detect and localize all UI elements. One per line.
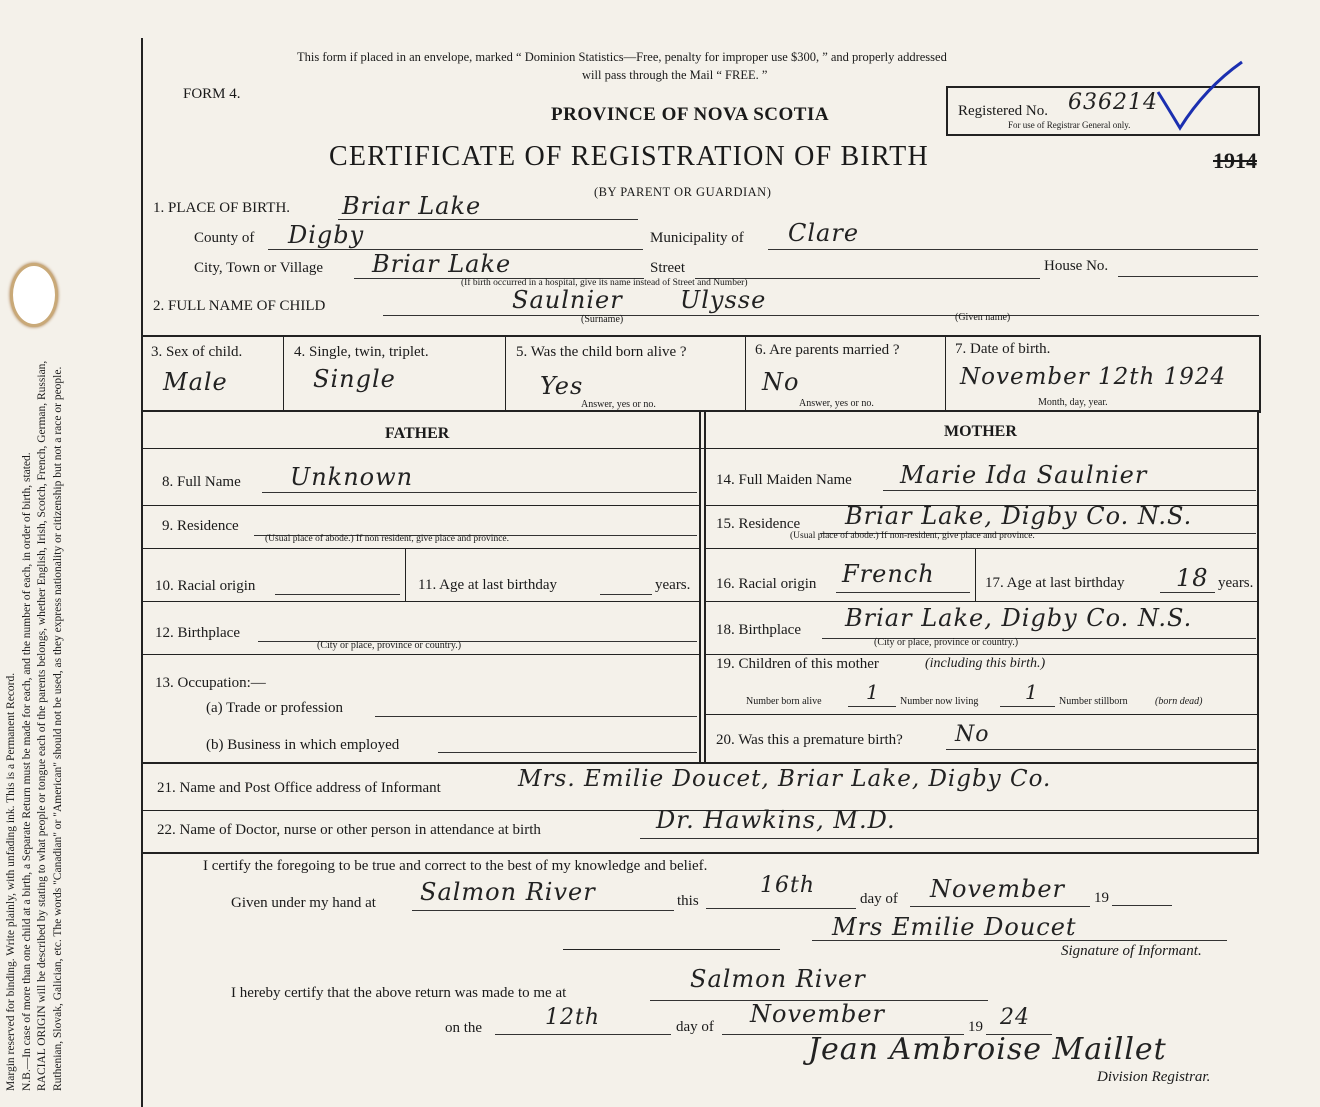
multiple-value: Single	[313, 365, 396, 393]
registrar-signature: Jean Ambroise Maillet	[808, 1032, 1167, 1067]
stillborn-note: (born dead)	[1155, 696, 1203, 707]
given-under-label: Given under my hand at	[231, 895, 376, 911]
doctor-value: Dr. Hawkins, M.D.	[656, 806, 896, 834]
given-year-prefix: 19	[1094, 890, 1109, 906]
father-name-value: Unknown	[290, 463, 414, 491]
doctor-line	[640, 838, 1257, 839]
mother-years: years.	[1218, 575, 1254, 591]
dob-caption: Month, day, year.	[1038, 397, 1108, 408]
street-label: Street	[650, 260, 685, 276]
sex-label: 3. Sex of child.	[151, 344, 243, 360]
mother-residence-caption: (Usual place of abode.) If non-resident, give place and province.	[790, 531, 1035, 541]
parents-divider-left	[699, 412, 701, 762]
mother-name-line	[883, 490, 1256, 491]
reg-day-line	[495, 1034, 671, 1035]
mother-residence-value: Briar Lake, Digby Co. N.S.	[845, 502, 1193, 530]
business-line	[438, 752, 697, 753]
registered-value: 636214	[1068, 90, 1158, 115]
house-line	[1118, 276, 1258, 277]
stillborn-label: Number stillborn	[1059, 696, 1128, 707]
mother-birthplace-value: Briar Lake, Digby Co. N.S.	[845, 604, 1193, 632]
father-age-label: 11. Age at last birthday	[418, 577, 557, 593]
father-heading: FATHER	[385, 425, 450, 442]
father-racial-label: 10. Racial origin	[155, 578, 256, 594]
premature-line	[946, 749, 1256, 750]
right-frame-parents	[1257, 412, 1259, 762]
father-years: years.	[655, 577, 691, 593]
margin-note-1: Margin reserved for binding. Write plainly, with unfading ink. This is a Permanent Record.	[5, 672, 17, 1091]
rule-m2	[706, 548, 1259, 549]
registrar-statement: I hereby certify that the above return was made to me at	[231, 985, 567, 1001]
father-racial-line	[275, 594, 400, 595]
given-month-value: November	[930, 875, 1066, 903]
father-age-line	[600, 594, 652, 595]
mother-racial-value: French	[842, 560, 935, 588]
municipality-value: Clare	[788, 219, 860, 247]
province-heading: PROVINCE OF NOVA SCOTIA	[551, 104, 830, 125]
mother-age-divider	[975, 548, 976, 601]
right-frame-facts	[1259, 335, 1261, 413]
alive-label: 5. Was the child born alive ?	[516, 344, 687, 360]
living-label: Number now living	[900, 696, 979, 707]
parents-divider-right	[704, 412, 706, 762]
margin-note-4: Ruthenian, Slovak, Galician, etc. The words "Canadian" or "American" should not be used, as they express nationality or citizenship but not a race or people.	[51, 366, 64, 1091]
child-surname: Saulnier	[512, 286, 623, 314]
facts-divider-4	[945, 337, 946, 410]
father-name-line	[262, 492, 697, 493]
municipality-line	[768, 249, 1258, 250]
child-given-name: Ulysse	[680, 286, 767, 314]
margin-notes	[0, 0, 140, 1107]
envelope-note-1: This form if placed in an envelope, marked “ Dominion Statistics—Free, penalty for improper use $300, ” and properly addressed	[297, 50, 947, 64]
mother-racial-line	[836, 592, 970, 593]
married-label: 6. Are parents married ?	[755, 342, 900, 358]
trade-line	[375, 716, 697, 717]
city-value: Briar Lake	[372, 250, 512, 278]
child-name-line	[383, 315, 1259, 316]
given-place-value: Salmon River	[420, 878, 596, 906]
given-day-line	[706, 908, 856, 909]
business-label: (b) Business in which employed	[206, 737, 400, 753]
living-line	[1000, 706, 1055, 707]
father-birthplace-label: 12. Birthplace	[155, 625, 240, 641]
married-value: No	[762, 368, 800, 396]
hospital-note: (If birth occurred in a hospital, give its name instead of Street and Number)	[461, 278, 748, 288]
page-subtitle: (BY PARENT OR GUARDIAN)	[594, 185, 772, 199]
rule-after-name	[143, 335, 1260, 337]
father-age-divider	[405, 548, 406, 601]
father-residence-label: 9. Residence	[162, 518, 239, 534]
children-note: (including this birth.)	[925, 656, 1046, 671]
married-caption: Answer, yes or no.	[799, 398, 874, 409]
place-value: Briar Lake	[342, 192, 482, 220]
reg-day-of-label: day of	[676, 1019, 714, 1035]
dob-value: November 12th 1924	[960, 364, 1227, 390]
facts-divider-1	[283, 337, 284, 410]
father-birthplace-caption: (City or place, province or country.)	[317, 640, 462, 651]
alive-caption: Answer, yes or no.	[581, 399, 656, 410]
informant-signature: Mrs Emilie Doucet	[832, 913, 1077, 941]
reg-day-value: 12th	[545, 1005, 601, 1030]
living-value: 1	[1025, 680, 1039, 704]
born-alive-value: 1	[866, 680, 880, 704]
mother-heading: MOTHER	[944, 423, 1017, 440]
checkmark-icon	[1150, 58, 1250, 133]
reg-month-value: November	[750, 1000, 886, 1028]
given-year-line	[1112, 905, 1172, 906]
reg-year-suffix: 24	[1000, 1005, 1030, 1030]
surname-caption: (Surname)	[581, 314, 624, 325]
rule-f4	[143, 654, 699, 655]
mother-residence-label: 15. Residence	[716, 516, 801, 532]
rule-f3	[143, 601, 699, 602]
facts-divider-3	[745, 337, 746, 410]
informant-label: 21. Name and Post Office address of Informant	[157, 780, 441, 796]
registrar-place-value: Salmon River	[690, 965, 866, 993]
mother-age-value: 18	[1176, 564, 1209, 592]
right-frame-informant	[1257, 762, 1259, 852]
dob-label: 7. Date of birth.	[955, 341, 1051, 357]
reg-year-prefix: 19	[968, 1019, 983, 1035]
registrar-use-note: For use of Registrar General only.	[1008, 120, 1131, 130]
this-label: this	[677, 893, 699, 909]
municipality-label: Municipality of	[650, 230, 744, 246]
occupation-label: 13. Occupation:—	[155, 675, 266, 691]
children-label: 19. Children of this mother	[716, 656, 879, 672]
premature-value: No	[955, 722, 990, 747]
multiple-label: 4. Single, twin, triplet.	[294, 344, 429, 360]
alive-value: Yes	[540, 372, 584, 400]
sex-value: Male	[163, 368, 228, 396]
rule-heading	[143, 448, 1259, 449]
registrar-caption: Division Registrar.	[1097, 1069, 1211, 1085]
born-alive-line	[848, 706, 896, 707]
facts-divider-2	[505, 337, 506, 410]
given-name-caption: (Given name)	[955, 312, 1011, 323]
envelope-note-2: will pass through the Mail “ FREE. ”	[582, 68, 768, 82]
county-value: Digby	[288, 221, 365, 249]
rule-f1	[143, 505, 699, 506]
separator-rule	[563, 949, 780, 950]
rule-m3	[706, 601, 1259, 602]
mother-birthplace-caption: (City or place, province or country.)	[874, 637, 1019, 648]
mother-racial-label: 16. Racial origin	[716, 576, 817, 592]
father-name-label: 8. Full Name	[162, 474, 241, 490]
form-number: FORM 4.	[183, 86, 241, 102]
doctor-label: 22. Name of Doctor, nurse or other person in attendance at birth	[157, 822, 541, 838]
mother-name-label: 14. Full Maiden Name	[716, 472, 852, 488]
on-the-label: on the	[445, 1020, 483, 1036]
given-day-value: 16th	[760, 873, 816, 898]
informant-value: Mrs. Emilie Doucet, Briar Lake, Digby Co.	[518, 766, 1052, 792]
certify-statement: I certify the foregoing to be true and correct to the best of my knowledge and belief.	[203, 858, 708, 874]
rule-after-doctor	[143, 852, 1259, 854]
given-place-line	[412, 910, 674, 911]
rule-f2	[143, 548, 699, 549]
registered-label: Registered No.	[958, 103, 1048, 119]
house-label: House No.	[1044, 258, 1109, 274]
mother-age-label: 17. Age at last birthday	[985, 575, 1125, 591]
county-label: County of	[194, 230, 255, 246]
page-title: CERTIFICATE OF REGISTRATION OF BIRTH	[329, 141, 929, 172]
margin-note-2: N.B.—In case of more than one child at a birth, a Separate Return must be made for each, and the number of each, in order of birth, stated.	[20, 452, 33, 1091]
born-alive-label: Number born alive	[746, 696, 822, 707]
child-name-label: 2. FULL NAME OF CHILD	[153, 298, 326, 314]
rule-m5	[706, 714, 1259, 715]
informant-signature-caption: Signature of Informant.	[1061, 943, 1202, 959]
left-frame-line	[141, 38, 143, 1107]
day-of-label: day of	[860, 891, 898, 907]
city-label: City, Town or Village	[194, 260, 324, 276]
mother-birthplace-label: 18. Birthplace	[716, 622, 801, 638]
premature-label: 20. Was this a premature birth?	[716, 732, 903, 748]
year-struck: 1914	[1213, 148, 1257, 173]
father-residence-caption: (Usual place of abode.) If non resident, give place and province.	[265, 534, 509, 544]
given-month-line	[910, 906, 1090, 907]
rule-after-facts	[143, 410, 1260, 412]
rule-m4	[706, 654, 1259, 655]
mother-age-line	[1160, 592, 1215, 593]
rule-after-parents	[143, 762, 1259, 764]
mother-name-value: Marie Ida Saulnier	[900, 461, 1148, 489]
trade-label: (a) Trade or profession	[206, 700, 344, 716]
place-label: 1. PLACE OF BIRTH.	[153, 200, 291, 216]
margin-note-3: RACIAL ORIGIN will be described by stating to what people or tongue each of the parents belongs, whether English, Irish, Scotch, French, German, Russian,	[36, 360, 49, 1091]
